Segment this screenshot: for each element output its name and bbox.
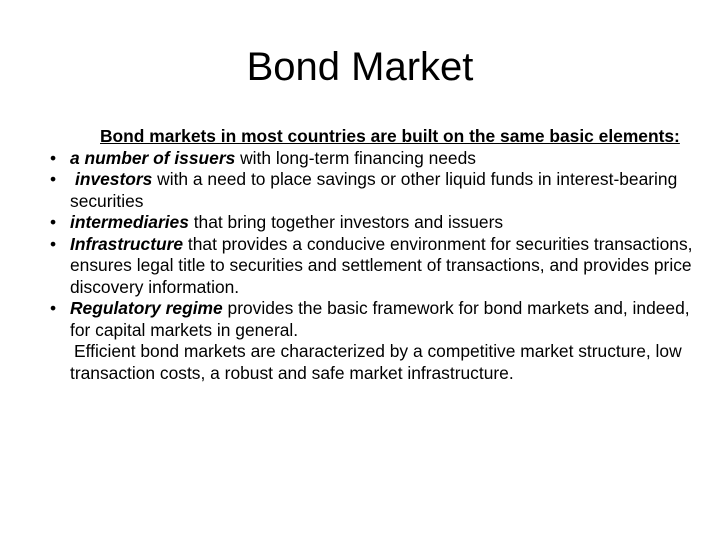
bullet-text: that bring together investors and issuers	[188, 212, 504, 232]
bullet-item-intermediaries	[50, 212, 700, 234]
bullet-icon: •	[50, 212, 57, 232]
closing-paragraph	[50, 341, 700, 384]
bullet-term: intermediaries	[70, 212, 189, 232]
bullet-term: investors	[75, 169, 153, 189]
slide-title: Bond Market	[246, 45, 474, 89]
bullet-term: a number of issuers	[70, 147, 236, 168]
bullet-text: provides the basic framework for bond markets and, indeed, for capital markets in general.	[70, 298, 690, 340]
bullet-item-issuers	[50, 148, 700, 170]
slide-body	[50, 126, 700, 384]
bullet-icon: •	[50, 298, 57, 318]
bullet-icon: •	[50, 147, 57, 168]
bullet-item-regulatory	[50, 298, 700, 341]
intro-text: Bond markets in most countries are built on the same basic elements:	[100, 126, 680, 146]
bullet-item-infrastructure	[50, 234, 700, 299]
bullet-text: that provides a conducive environment for securities transactions, ensures legal title to securities and settlement of transactions, and provides price discovery information.	[70, 233, 693, 297]
intro-paragraph	[50, 126, 700, 148]
bullet-item-investors	[50, 169, 700, 212]
bullet-icon: •	[50, 233, 57, 254]
bullet-term: Regulatory regime	[70, 298, 223, 318]
bullet-text: with long-term financing needs	[235, 147, 476, 168]
bullet-term: Infrastructure	[70, 233, 184, 254]
bullet-icon: •	[50, 169, 57, 189]
closing-text: Efficient bond markets are characterized by a competitive market structure, low transaction costs, a robust and safe market infrastructure.	[70, 341, 682, 383]
bullet-text: with a need to place savings or other liquid funds in interest-bearing securities	[70, 169, 678, 211]
